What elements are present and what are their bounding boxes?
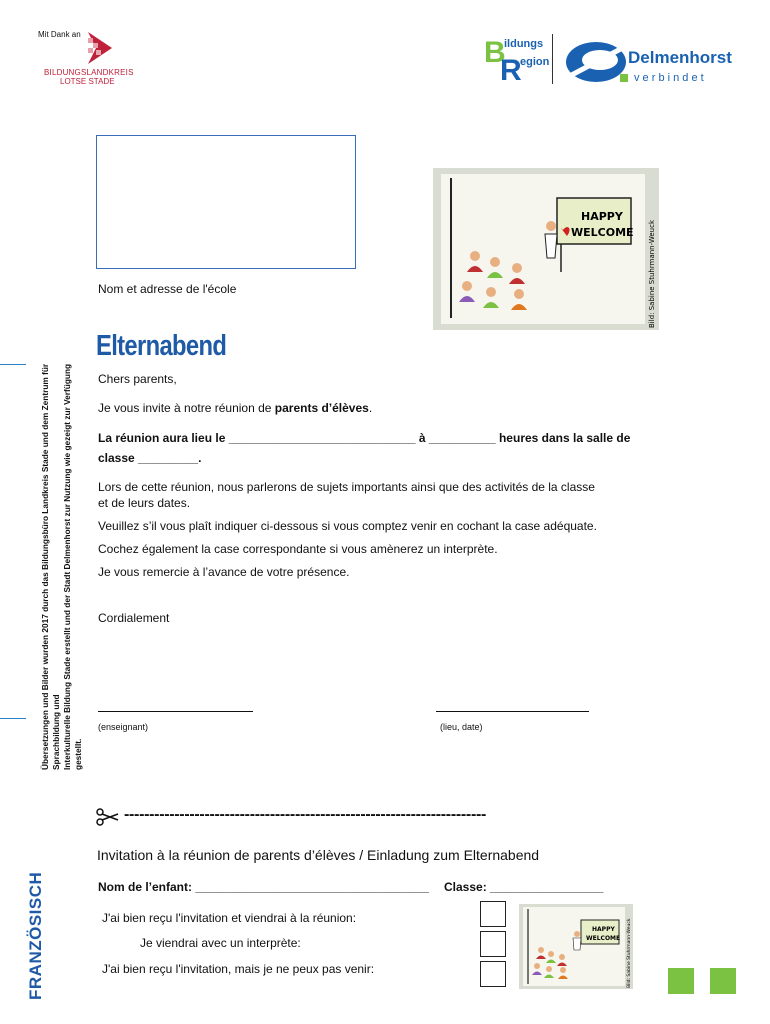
invite-emphasis: parents d’élèves	[274, 401, 369, 415]
illustration-credit: Bild: Sabine Stuhrmann-Weuck	[648, 219, 656, 328]
green-square-right	[710, 968, 736, 994]
option-attend: J'ai bien reçu l'invitation et viendrai à la réunion:	[102, 911, 357, 925]
credit-line-1: Übersetzungen und Bilder wurden 2017 durch das Bildungsbüro Landkreis Stade und dem Zentrum für Sprachbildung und	[40, 363, 61, 770]
closing: Cordialement	[98, 611, 170, 625]
welcome-drawing-icon	[433, 168, 659, 330]
paragraph-check: Veuillez s’il vous plaît indiquer ci-dessous si vous comptez venir en cochant la case adéquate.	[98, 519, 597, 533]
lotse-logo-icon	[82, 30, 116, 66]
class-field[interactable]: Classe: _________________	[444, 880, 604, 894]
meeting-line-1: La réunion aura lieu le ____________________________ à __________ heures dans la salle de	[98, 431, 631, 445]
welcome-illustration	[433, 168, 659, 330]
fold-mark-top	[0, 364, 26, 365]
place-date-label: (lieu, date)	[440, 722, 483, 732]
credit-line-2: Interkulturelle Bildung Stade erstellt und der Stadt Delmenhorst zur Nutzung wie gezeigt zur Verfügung gestellt.	[62, 363, 83, 770]
interpreter-checkbox[interactable]	[480, 931, 506, 957]
small-sign-line1: HAPPY	[592, 926, 615, 933]
paragraph-topics-2: et de leurs dates.	[98, 496, 191, 510]
logo-tagline: v e r b i n d e t	[634, 72, 704, 84]
cut-line: ------------------------------------------------------------------------	[124, 806, 487, 823]
translation-credit	[40, 350, 84, 770]
place-date-line[interactable]	[436, 711, 589, 712]
logo-bildungs: ildungs	[504, 38, 544, 50]
school-address-box[interactable]	[96, 135, 356, 269]
language-label: FRANZÖSISCH	[26, 871, 45, 1000]
invite-text: Je vous invite à notre réunion de	[98, 401, 275, 415]
reply-heading: Invitation à la réunion de parents d’élèves / Einladung zum Elternabend	[97, 847, 540, 863]
attend-checkbox[interactable]	[480, 901, 506, 927]
small-sign-line2: WELCOME	[586, 935, 621, 942]
decline-checkbox[interactable]	[480, 961, 506, 987]
logo-r: R	[500, 54, 522, 87]
meeting-line-2: classe _________.	[98, 451, 202, 465]
greeting: Chers parents,	[98, 372, 177, 386]
invite-period: .	[368, 401, 373, 415]
school-label: Nom et adresse de l'école	[98, 282, 237, 296]
child-name-field[interactable]: Nom de l’enfant: ___________________________________	[98, 880, 429, 894]
lotse-title: BILDUNGSLANDKREIS	[44, 68, 134, 77]
sign-line1: HAPPY	[581, 210, 623, 223]
logo-divider	[552, 34, 553, 84]
green-square-left	[668, 968, 694, 994]
paragraph-thanks: Je vous remercie à l’avance de votre présence.	[98, 565, 350, 579]
scissors-icon	[96, 808, 120, 831]
fold-mark-bottom	[0, 718, 26, 719]
paragraph-topics-1: Lors de cette réunion, nous parlerons de sujets importants ainsi que des activités de la classe	[98, 480, 595, 494]
option-interpreter: Je viendrai avec un interprète:	[140, 936, 301, 950]
page-title: Elternabend	[96, 330, 227, 362]
sign-line2: WELCOME	[571, 226, 634, 239]
invite-line	[98, 400, 372, 416]
thanks-text: Mit Dank an	[38, 30, 81, 39]
logo-region: egion	[520, 56, 550, 68]
logo-square	[620, 74, 628, 82]
teacher-signature-line[interactable]	[98, 711, 253, 712]
logo-b: B	[484, 36, 506, 69]
teacher-label: (enseignant)	[98, 722, 149, 732]
bildungsregion-logo	[480, 30, 750, 92]
small-illustration-credit: Bild: Sabine Stuhrmann-Weuck	[627, 918, 632, 988]
welcome-illustration-small	[519, 904, 633, 989]
welcome-drawing-small-icon	[519, 904, 633, 989]
lotse-subtitle: LOTSE STADE	[60, 77, 115, 86]
logo-city: Delmenhorst	[628, 48, 732, 67]
paragraph-interpreter: Cochez également la case correspondante si vous amènerez un interprète.	[98, 542, 498, 556]
option-decline: J'ai bien reçu l'invitation, mais je ne peux pas venir:	[102, 962, 375, 976]
